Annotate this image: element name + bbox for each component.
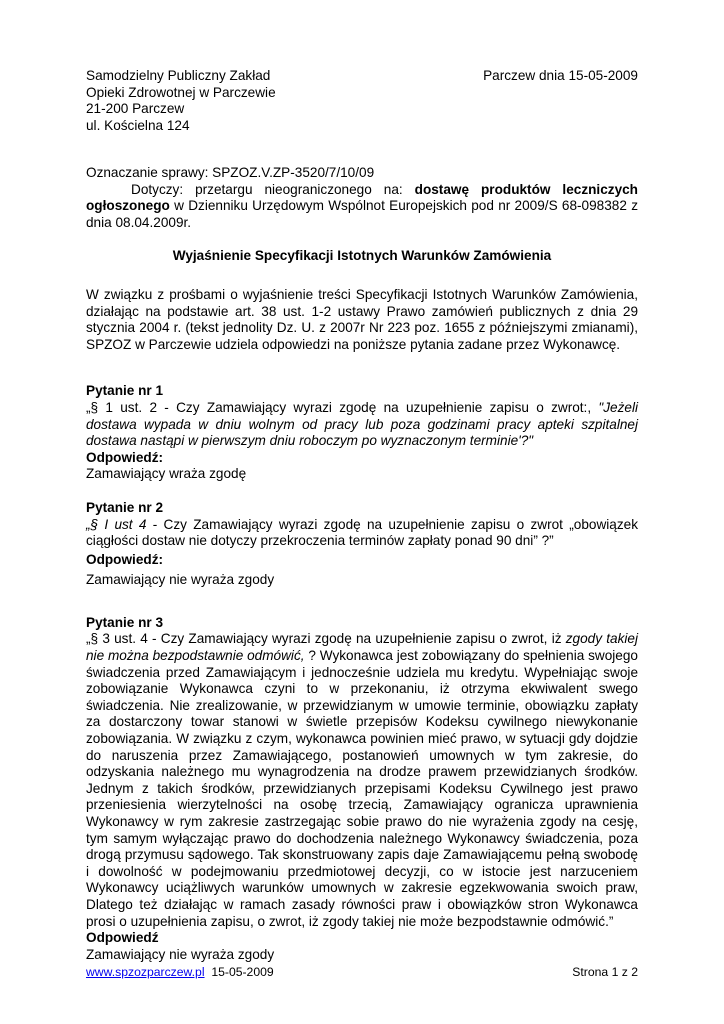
question-section-3 bbox=[86, 615, 638, 963]
question-text bbox=[86, 631, 638, 930]
answer-text: Zamawiający nie wyraża zgody bbox=[86, 946, 275, 962]
question-title: Pytanie nr 1 bbox=[86, 383, 164, 399]
sender-line: 21-200 Parczew bbox=[86, 101, 185, 117]
concerns-prefix: Dotyczy: przetargu nieograniczonego na: bbox=[131, 181, 403, 197]
answer-label: Odpowiedź: bbox=[86, 449, 164, 465]
question-text-plain: - Czy Zamawiający wyrazi zgodę na uzupełnienie zapisu o zwrot „obowiązek ciągłości dostaw nie dotyczy przekroczenia terminów zapłaty ponad 90 dni” ?” bbox=[86, 516, 638, 549]
case-reference bbox=[86, 165, 638, 231]
concerns-subject: dostawę produktów leczniczych ogłoszonego bbox=[86, 181, 638, 214]
answer-text: Zamawiający wraża zgodę bbox=[86, 466, 247, 482]
document-title: Wyjaśnienie Specyfikacji Istotnych Warunków Zamówienia bbox=[172, 248, 552, 264]
answer-label: Odpowiedź bbox=[86, 930, 159, 946]
page-footer bbox=[86, 964, 638, 981]
question-text-plain: „§ 3 ust. 4 - Czy Zamawiający wyrazi zgodę na uzupełnienie zapisu o zwrot, iż bbox=[86, 631, 562, 647]
case-number: Oznaczanie sprawy: SPZOZ.V.ZP-3520/7/10/09 bbox=[86, 165, 375, 180]
question-text-rest: ? Wykonawca jest zobowiązany do spełnienia swojego świadczenia przed Zamawiającym i jednocześnie udziela mu kredytu. Wypełniając swoje zobowiązanie Wykonawca czyni to w przekonaniu, iż otrzyma ekwiwalent swego świadczenia. Nie zrealizowanie, w przewidzianym w umowie terminie, obowiązku zapłaty za dostarczony towar stanowi w świetle przepisów Kodeksu cywilnego niewykonanie zobowiązania. W związku z czym, wykonawca powinien mieć prawo, w sytuacji gdy dojdzie do naruszenia przez Zamawiającego, postanowień umownych w tym zakresie, do odzyskania należnego mu wynagrodzenia na drodze prawem przewidzianych środków. Jednym z takich środków, przewidzianych przepisami Kodeksu Cywilnego jest prawo przeniesienia wierzytelności na osobę trzecią, Zamawiający ogranicza uprawnienia Wykonawcy w rym zakresie zastrzegając sobie prawo do nie wyrażenia zgody na cesję, tym samym wyłączając prawo do dochodzenia należnego Wykonawcy świadczenia, poza drogą przymusu sądowego. Tak skonstruowany zapis daje Zamawiającemu pełną swobodę i dowolność w podejmowaniu przedmiotowej decyzji, co w istocie jest narzuceniem Wykonawcy uciążliwych warunków umownych w zakresie egzekwowania swoich praw, Dlatego też działając w ramach zasady równości praw i obowiązków stron Wykonawca prosi o uzupełnienia zapisu, o zwrot, iż zgody takiej nie może bezpodstawnie odmówić.” bbox=[86, 648, 638, 929]
question-title: Pytanie nr 3 bbox=[86, 614, 164, 630]
question-text-italic: „§ I ust 4 bbox=[86, 516, 147, 532]
document-page bbox=[86, 68, 638, 963]
question-text-italic: zgody takiej nie można bezpodstawnie odmówić, bbox=[86, 631, 638, 664]
letter-header bbox=[86, 68, 638, 138]
sender-line: ul. Kościelna 124 bbox=[86, 117, 190, 133]
question-text bbox=[86, 400, 638, 450]
letter-date: Parczew dnia 15-05-2009 bbox=[483, 68, 638, 83]
website-link[interactable]: www.spzozparczew.pl bbox=[86, 965, 205, 979]
answer-text: Zamawiający nie wyraża zgody bbox=[86, 572, 275, 588]
sender-line: Opieki Zdrowotnej w Parczewie bbox=[86, 84, 276, 100]
question-text bbox=[86, 517, 638, 550]
sender-line: Samodzielny Publiczny Zakład bbox=[86, 68, 271, 83]
intro-paragraph: W związku z prośbami o wyjaśnienie treści Specyfikacji Istotnych Warunków Zamówienia, działając na podstawie art. 38 ust. 1-2 ustawy Prawo zamówień publicznych z dnia 29 stycznia 2004 r. (tekst jednolity Dz. U. z 2007r Nr 223 poz. 1655 z późniejszymi zmianami), SPZOZ w Parczewie udziela odpowiedzi na poniższe pytania zadane przez Wykonawcę. bbox=[86, 286, 638, 352]
question-section-1 bbox=[86, 383, 638, 483]
concerns-paragraph bbox=[86, 182, 638, 232]
concerns-suffix: w Dzienniku Urzędowym Wspólnot Europejskich pod nr 2009/S 68-098382 z dnia 08.04.2009r. bbox=[86, 198, 638, 230]
question-section-2 bbox=[86, 500, 638, 589]
page-number: Strona 1 z 2 bbox=[572, 965, 638, 979]
question-text-plain: „§ 1 ust. 2 - Czy Zamawiający wyrazi zgodę na uzupełnienie zapisu o zwrot:, bbox=[86, 399, 592, 415]
answer-label: Odpowiedź: bbox=[86, 551, 164, 567]
question-text-italic: "Jeżeli dostawa wypada w dniu wolnym od pracy lub poza godzinami pracy apteki szpitalnej dostawa nastąpi w pierwszym dniu roboczym po wyznaczonym terminie'?" bbox=[86, 399, 638, 449]
footer-date: 15-05-2009 bbox=[211, 965, 274, 979]
question-title: Pytanie nr 2 bbox=[86, 499, 164, 515]
